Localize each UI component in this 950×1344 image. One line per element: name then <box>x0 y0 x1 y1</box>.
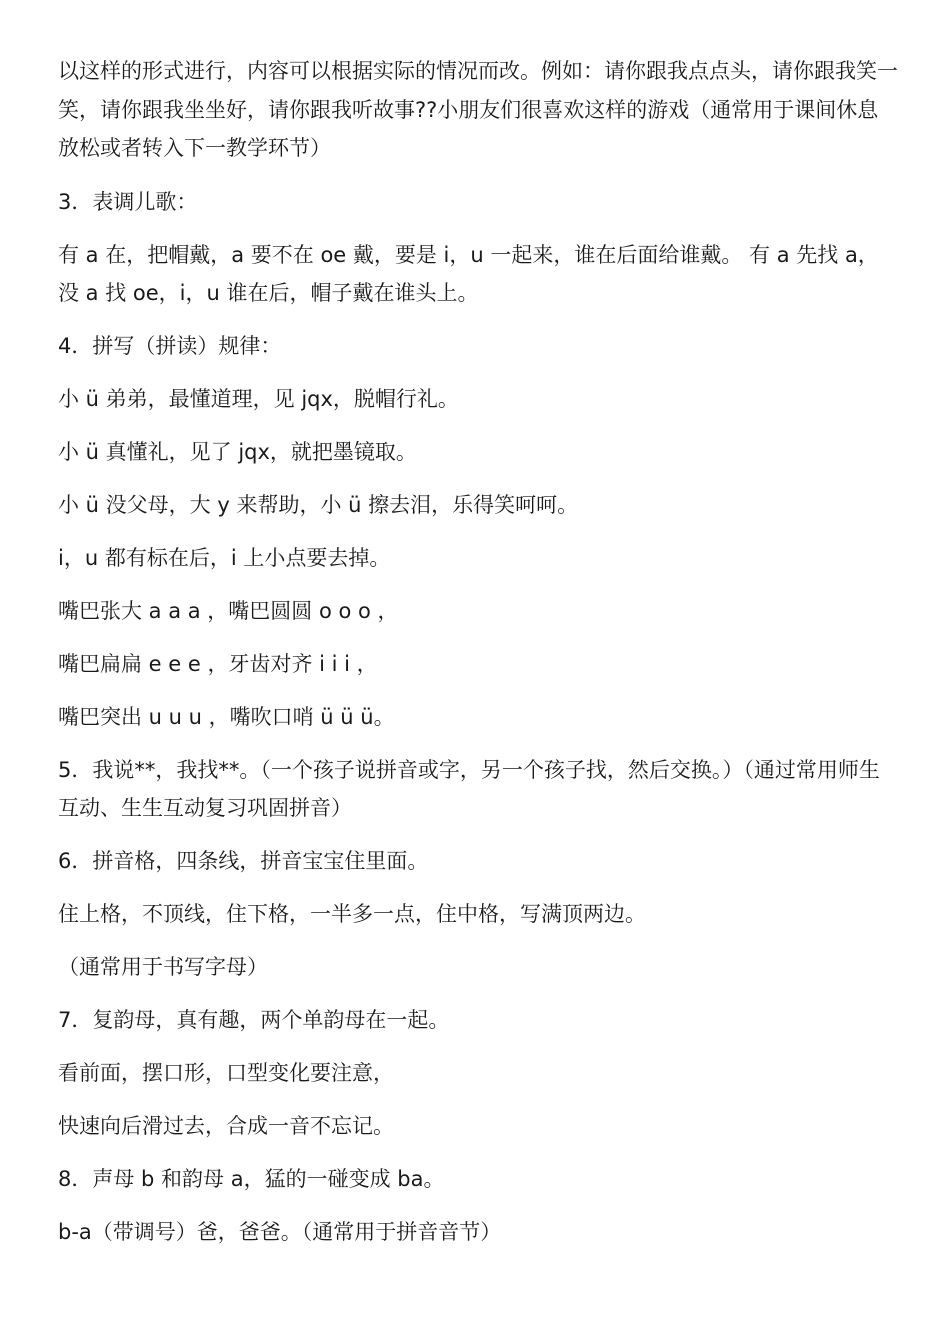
section-5-paragraph: 5．我说**，我找**。（一个孩子说拼音或字，另一个孩子找，然后交换。）（通过常用师生互动、生生互动复习巩固拼音） <box>58 757 880 820</box>
mouth-line-3: 嘴巴突出 u u u ，嘴吹口哨 ü ü ü。 <box>58 704 395 729</box>
tone-rhyme-paragraph: 有 a 在，把帽戴，a 要不在 oe 戴，要是 i，u 一起来，谁在后面给谁戴。 有 a 先找 a，没 a 找 oe，i，u 谁在后，帽子戴在谁头上。 <box>58 242 879 305</box>
document-page <box>58 52 898 1251</box>
section-7-heading: 7．复韵母，真有趣，两个单韵母在一起。 <box>58 1007 450 1032</box>
rule-line-4: i，u 都有标在后，i 上小点要去掉。 <box>58 545 391 570</box>
rule-line-1: 小 ü 弟弟，最懂道理，见 jqx，脱帽行礼。 <box>58 386 459 411</box>
rule-line-2: 小 ü 真懂礼，见了 jqx，就把墨镜取。 <box>58 439 417 464</box>
mouth-line-1: 嘴巴张大 a a a ，嘴巴圆圆 o o o ， <box>58 598 399 623</box>
compound-line-2: 快速向后滑过去，合成一音不忘记。 <box>58 1113 394 1138</box>
section-4-heading: 4．拼写（拼读）规律： <box>58 333 282 358</box>
compound-line-1: 看前面，摆口形，口型变化要注意， <box>58 1060 394 1085</box>
intro-paragraph: 以这样的形式进行，内容可以根据实际的情况而改。例如：请你跟我点点头，请你跟我笑一笑，请你跟我坐坐好，请你跟我听故事??小朋友们很喜欢这样的游戏（通常用于课间休息放松或者转入下一教学环节） <box>58 59 898 160</box>
grid-rule-line: 住上格，不顶线，住下格，一半多一点，住中格，写满顶两边。 <box>58 901 646 926</box>
syllable-example-line: b-a（带调号）爸，爸爸。（通常用于拼音音节） <box>58 1219 502 1244</box>
section-3-heading: 3．表调儿歌： <box>58 189 198 214</box>
mouth-line-2: 嘴巴扁扁 e e e ，牙齿对齐 i i i ， <box>58 651 378 676</box>
rule-line-3: 小 ü 没父母，大 y 来帮助，小 ü 擦去泪，乐得笑呵呵。 <box>58 492 579 517</box>
section-8-heading: 8．声母 b 和韵母 a，猛的一碰变成 ba。 <box>58 1166 445 1191</box>
section-6-heading: 6．拼音格，四条线，拼音宝宝住里面。 <box>58 848 429 873</box>
grid-usage-note: （通常用于书写字母） <box>58 954 268 979</box>
